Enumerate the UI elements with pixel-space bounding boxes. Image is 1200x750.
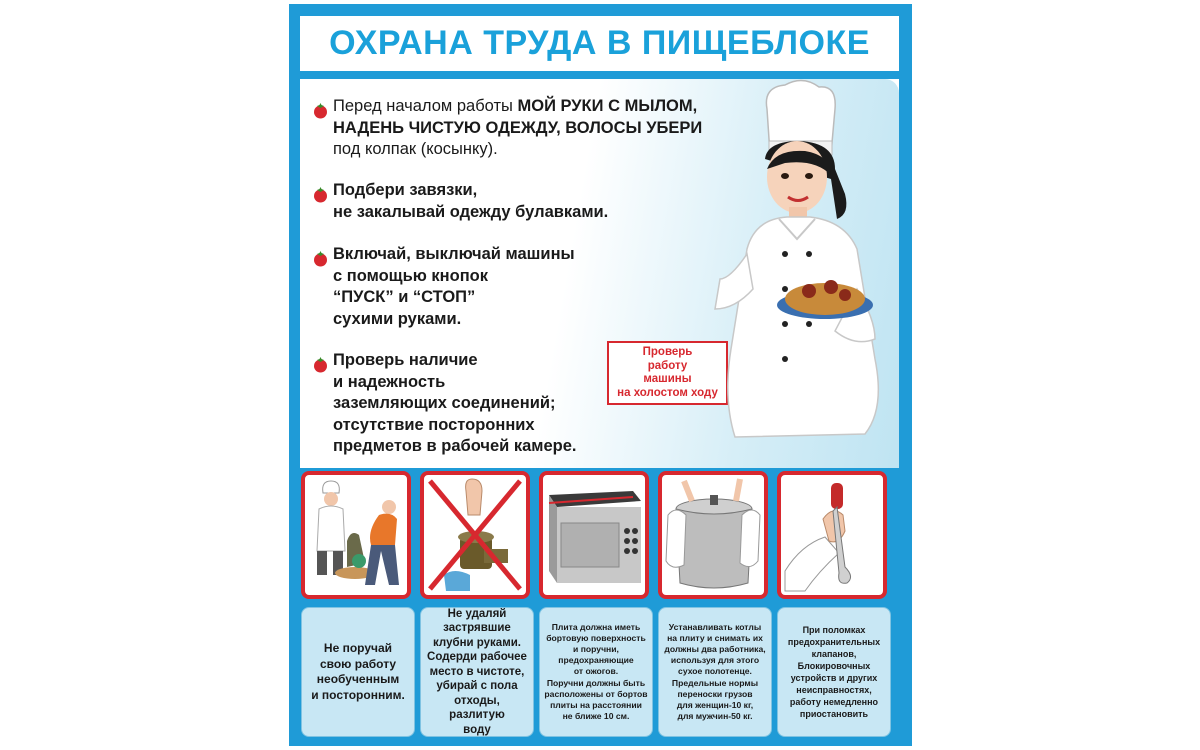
tomato-bullet-icon [312,356,329,373]
panel-1-picture [301,471,411,599]
tomato-bullet-icon [312,250,329,267]
main-content-area [300,79,899,468]
panel-4-picture [658,471,768,599]
title-box [300,16,899,71]
panel-2-picture [420,471,530,599]
chef-illustration [685,79,900,468]
tomato-bullet-icon [312,186,329,203]
rule-4: Проверь наличие и надежность заземляющих соединений; отсутствие посторонних предметов в рабочей камере. [333,351,577,455]
hand-with-utensil-icon [781,475,883,595]
crossed-hand-meat-grinder-icon [424,475,526,595]
rule-3: Включай, выключай машины с помощью кнопок “ПУСК” и “СТОП” сухими руками. [333,245,575,328]
tomato-bullet-icon [312,102,329,119]
panel-5-picture [777,471,887,599]
poster-frame [289,4,912,746]
panel-4-caption: Устанавливать котлы на плиту и снимать их должны два работника, используя для этого сухое полотенце. Предельные нормы переноски грузов для женщин-10 кг, для мужчин-50 кг. [658,607,772,737]
rule-1: Перед началом работы МОЙ РУКИ С МЫЛОМ, НАДЕНЬ ЧИСТУЮ ОДЕЖДУ, ВОЛОСЫ УБЕРИ под колпак (косынку). [333,97,703,158]
poster-title: ОХРАНА ТРУДА В ПИЩЕБЛОКЕ [329,24,870,62]
rule-2: Подбери завязки, не закалывай одежду булавками. [333,181,609,221]
idle-check-note: Проверь работу машины на холостом ходу [607,341,728,405]
panel-3-caption: Плита должна иметь бортовую поверхность и поручни, предохраняющие от ожогов. Поручни должны быть расположены от бортов плиты на расстоянии не ближе 10 см. [539,607,653,737]
chef-and-worker-icon [305,475,407,595]
panel-5-caption: При поломках предохранительных клапанов, Блокировочных устройств и других неисправностях, работу немедленно приостановить [777,607,891,737]
panel-1-caption: Не поручай свою работу необученным и посторонним. [301,607,415,737]
electric-stove-icon [543,475,645,595]
panel-3-picture [539,471,649,599]
cooking-pot-towel-icon [662,475,764,595]
panel-2-caption: Не удаляй застрявшие клубни руками. Содерди рабочее место в чистоте, убирай с пола отходы, разлитую воду [420,607,534,737]
